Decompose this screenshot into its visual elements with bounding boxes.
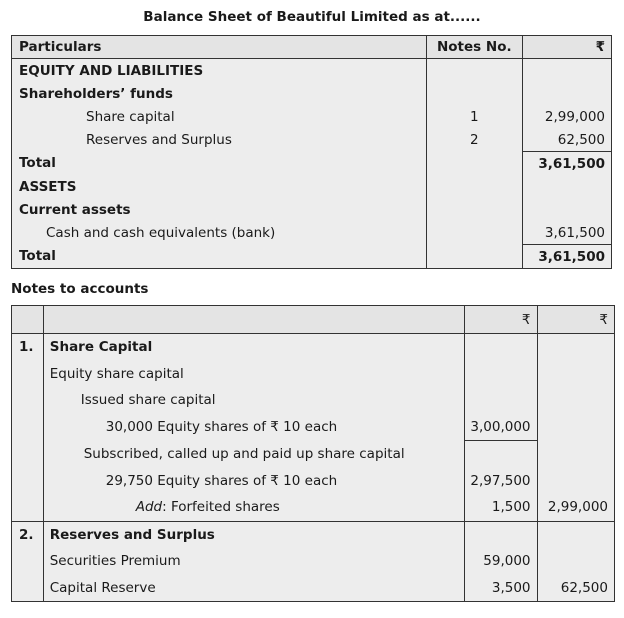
- row-label: 30,000 Equity shares of ₹ 10 each: [43, 414, 465, 441]
- row-label: Add: Forfeited shares: [43, 494, 465, 521]
- row-label: Issued share capital: [43, 387, 465, 414]
- table-row: [12, 575, 615, 602]
- header-particulars: Particulars: [12, 36, 427, 59]
- row-total: 2,99,000: [537, 494, 614, 521]
- header-rupee: ₹: [537, 306, 614, 334]
- total-amount: 3,61,500: [522, 152, 611, 176]
- table-row: [12, 105, 612, 128]
- total-amount: 3,61,500: [522, 245, 611, 269]
- row-amount: 2,99,000: [522, 105, 611, 128]
- table-row: [12, 245, 612, 269]
- row-label: Equity share capital: [43, 361, 465, 388]
- add-label: Add: [135, 499, 163, 516]
- total-label: Total: [12, 152, 427, 176]
- table-row: [12, 175, 612, 198]
- table-row: [12, 468, 615, 495]
- notes-table: [11, 305, 615, 602]
- section-heading: EQUITY AND LIABILITIES: [12, 59, 427, 83]
- subsection-heading: Shareholders’ funds: [12, 82, 427, 105]
- note-number: 2.: [12, 521, 44, 548]
- table-row: [12, 198, 612, 221]
- section-heading: ASSETS: [12, 175, 427, 198]
- table-row: [12, 441, 615, 468]
- row-note: 1: [426, 105, 522, 128]
- note-heading: Reserves and Surplus: [43, 521, 465, 548]
- row-note: 2: [426, 128, 522, 152]
- row-label: Securities Premium: [43, 548, 465, 575]
- row-amount: 3,00,000: [465, 414, 537, 441]
- row-amount: 3,61,500: [522, 221, 611, 245]
- row-label: Subscribed, called up and paid up share capital: [43, 441, 465, 468]
- subsection-heading: Current assets: [12, 198, 427, 221]
- table-row: [12, 414, 615, 441]
- row-label: Capital Reserve: [43, 575, 465, 602]
- row-label: 29,750 Equity shares of ₹ 10 each: [43, 468, 465, 495]
- table-row: [12, 334, 615, 361]
- table-row: [12, 221, 612, 245]
- table-row: [12, 152, 612, 176]
- table-header-row: [12, 36, 612, 59]
- table-row: [12, 548, 615, 575]
- total-label: Total: [12, 245, 427, 269]
- table-row: [12, 128, 612, 152]
- header-notes: Notes No.: [426, 36, 522, 59]
- note-heading: Share Capital: [43, 334, 465, 361]
- header-rupee: ₹: [465, 306, 537, 334]
- table-row: [12, 82, 612, 105]
- balance-sheet-table: [11, 35, 612, 269]
- row-amount: 3,500: [465, 575, 537, 602]
- row-amount: 59,000: [465, 548, 537, 575]
- table-row: [12, 59, 612, 83]
- row-amount: 1,500: [465, 494, 537, 521]
- row-label: Share capital: [12, 105, 427, 128]
- table-row: [12, 521, 615, 548]
- row-amount: 2,97,500: [465, 468, 537, 495]
- row-label: Cash and cash equivalents (bank): [12, 221, 427, 245]
- notes-title: Notes to accounts: [11, 281, 149, 297]
- table-row: [12, 361, 615, 388]
- table-header-row: [12, 306, 615, 334]
- header-amount: ₹: [522, 36, 611, 59]
- row-label: Reserves and Surplus: [12, 128, 427, 152]
- row-amount: 62,500: [522, 128, 611, 152]
- row-total: 62,500: [537, 575, 614, 602]
- table-row: [12, 494, 615, 521]
- page-title: Balance Sheet of Beautiful Limited as at......: [143, 9, 481, 25]
- note-number: 1.: [12, 334, 44, 361]
- table-row: [12, 387, 615, 414]
